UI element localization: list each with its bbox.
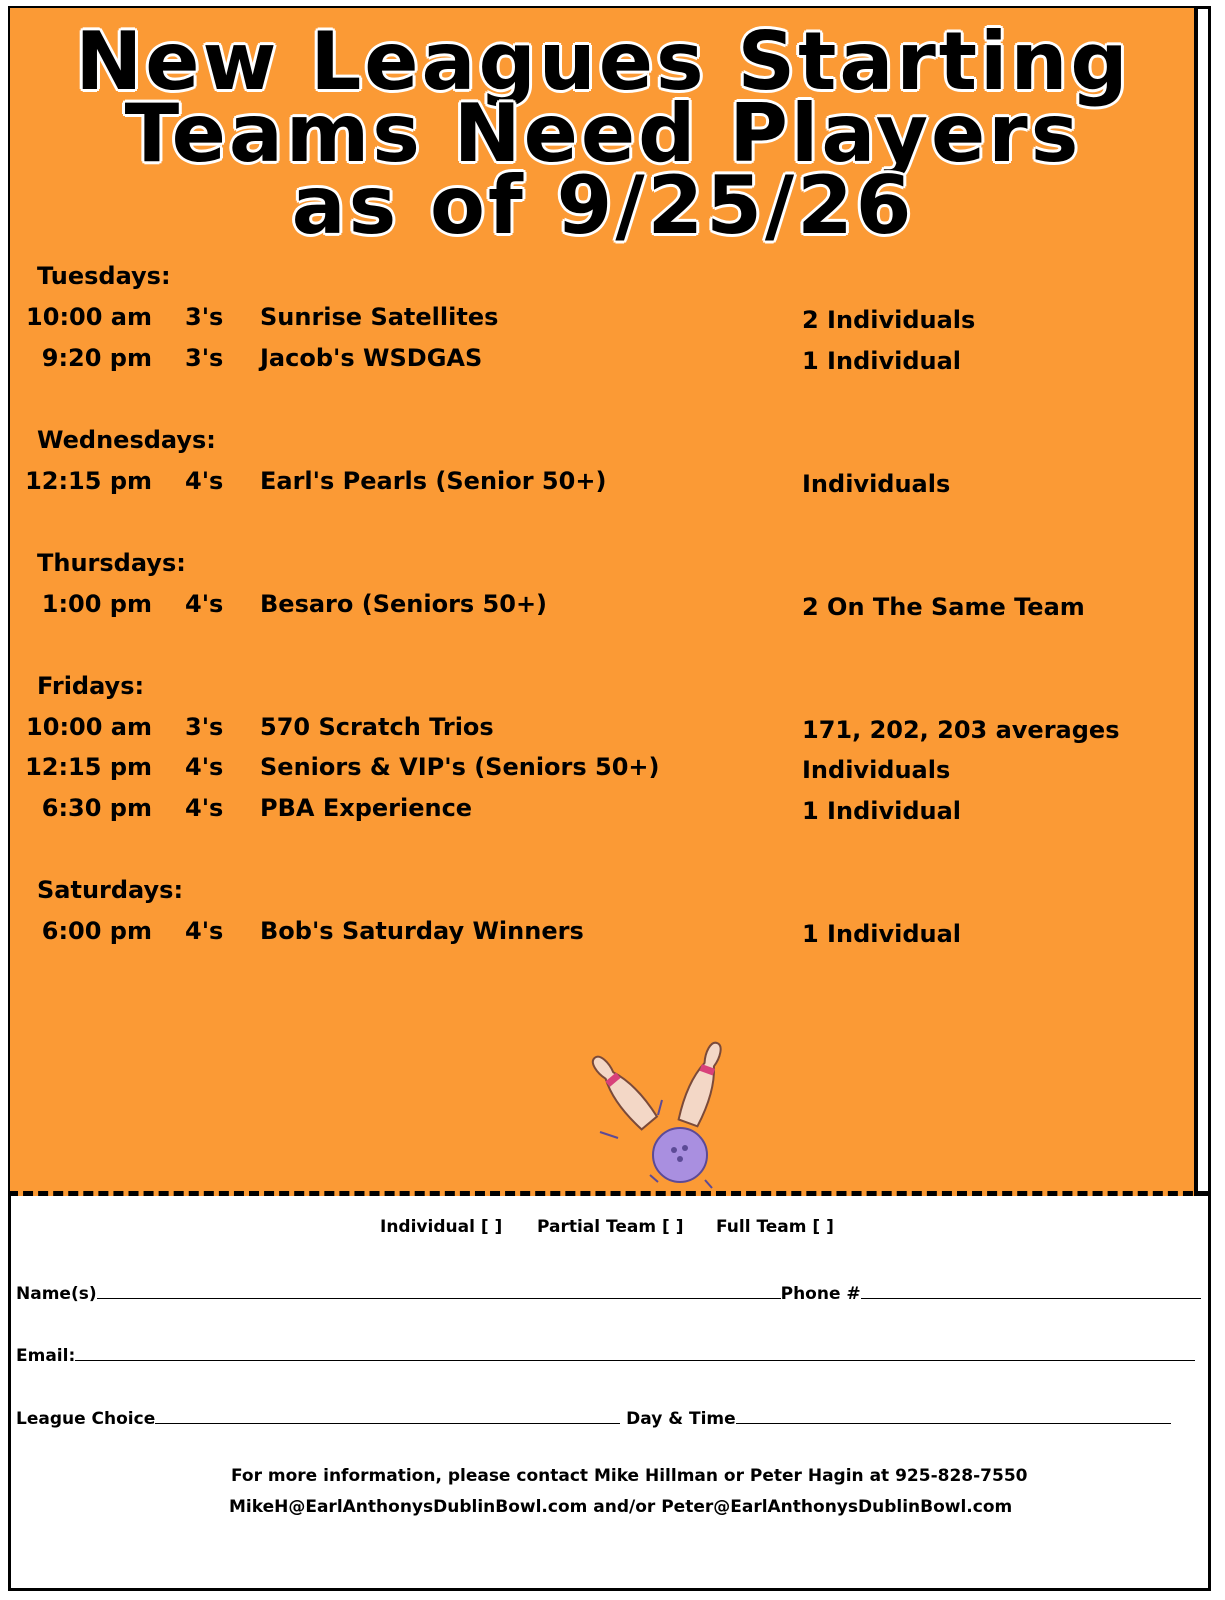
league-name: Jacob's WSDGAS xyxy=(260,344,483,372)
bowling-pin-icon xyxy=(677,1040,728,1127)
cut-line xyxy=(8,1191,1208,1196)
league-choice-label: League Choice xyxy=(16,1409,156,1429)
players-needed: Individuals xyxy=(802,756,951,784)
day-heading: Thursdays: xyxy=(37,549,186,577)
league-name: PBA Experience xyxy=(260,794,473,822)
league-time: 12:15 pm xyxy=(25,467,152,495)
day-heading: Wednesdays: xyxy=(37,426,216,454)
league-time: 10:00 am xyxy=(26,713,152,741)
team-size: 4's xyxy=(185,753,224,781)
league-row xyxy=(0,303,1190,333)
team-size: 3's xyxy=(185,713,224,741)
team-size: 4's xyxy=(185,794,224,822)
league-row xyxy=(0,713,1190,743)
league-row xyxy=(0,344,1190,374)
league-name: Seniors & VIP's (Seniors 50+) xyxy=(260,753,660,781)
phone-label: Phone # xyxy=(780,1284,861,1304)
league-time: 6:30 pm xyxy=(41,794,152,822)
players-needed: 171, 202, 203 averages xyxy=(802,716,1120,744)
players-needed: Individuals xyxy=(802,470,951,498)
bowling-pins-clipart xyxy=(590,1040,740,1190)
names-label: Name(s) xyxy=(16,1284,97,1304)
league-choice-field[interactable] xyxy=(155,1405,620,1424)
league-name: 570 Scratch Trios xyxy=(260,713,494,741)
league-time: 10:00 am xyxy=(26,303,152,331)
players-needed: 1 Individual xyxy=(802,797,962,825)
league-row xyxy=(0,794,1190,824)
league-name: Besaro (Seniors 50+) xyxy=(260,590,548,618)
day-heading: Saturdays: xyxy=(37,876,184,904)
league-row xyxy=(0,467,1190,497)
players-needed: 1 Individual xyxy=(802,347,962,375)
contact-email-line: MikeH@EarlAnthonysDublinBowl.com and/or Peter@EarlAnthonysDublinBowl.com xyxy=(229,1497,1013,1517)
team-size: 4's xyxy=(185,917,224,945)
players-needed: 2 Individuals xyxy=(802,306,976,334)
title-line-2: Teams Need Players xyxy=(124,87,1082,180)
league-time: 6:00 pm xyxy=(41,917,152,945)
league-name: Sunrise Satellites xyxy=(260,303,499,331)
team-size: 4's xyxy=(185,590,224,618)
team-size: 3's xyxy=(185,344,224,372)
league-time: 1:00 pm xyxy=(41,590,152,618)
email-row xyxy=(16,1342,1195,1366)
day-heading: Tuesdays: xyxy=(37,262,171,290)
league-name: Bob's Saturday Winners xyxy=(260,917,584,945)
email-label: Email: xyxy=(16,1346,76,1366)
team-size: 3's xyxy=(185,303,224,331)
names-field[interactable] xyxy=(97,1280,781,1299)
bowling-pin-icon xyxy=(590,1050,658,1130)
day-time-label: Day & Time xyxy=(626,1409,736,1429)
phone-field[interactable] xyxy=(861,1280,1201,1299)
email-field[interactable] xyxy=(75,1342,1195,1361)
flyer-title xyxy=(0,15,1206,252)
league-row xyxy=(0,590,1190,620)
day-heading: Fridays: xyxy=(37,672,145,700)
league-time: 12:15 pm xyxy=(25,753,152,781)
league-time: 9:20 pm xyxy=(41,344,152,372)
title-line-1: New Leagues Starting xyxy=(75,15,1131,108)
league-row-form xyxy=(16,1405,1171,1429)
league-row xyxy=(0,917,1190,947)
day-time-field[interactable] xyxy=(736,1405,1171,1424)
individual-checkbox[interactable]: Individual [ ] xyxy=(380,1217,503,1237)
bowling-ball-icon xyxy=(653,1128,707,1182)
full-team-checkbox[interactable]: Full Team [ ] xyxy=(716,1217,834,1237)
league-row xyxy=(0,753,1190,783)
title-line-3: as of 9/25/26 xyxy=(291,159,915,252)
players-needed: 2 On The Same Team xyxy=(802,593,1085,621)
partial-team-checkbox[interactable]: Partial Team [ ] xyxy=(537,1217,684,1237)
team-size: 4's xyxy=(185,467,224,495)
contact-info-line: For more information, please contact Mike Hillman or Peter Hagin at 925-828-7550 xyxy=(231,1466,1028,1486)
names-row xyxy=(16,1280,1201,1304)
league-name: Earl's Pearls (Senior 50+) xyxy=(260,467,607,495)
players-needed: 1 Individual xyxy=(802,920,962,948)
